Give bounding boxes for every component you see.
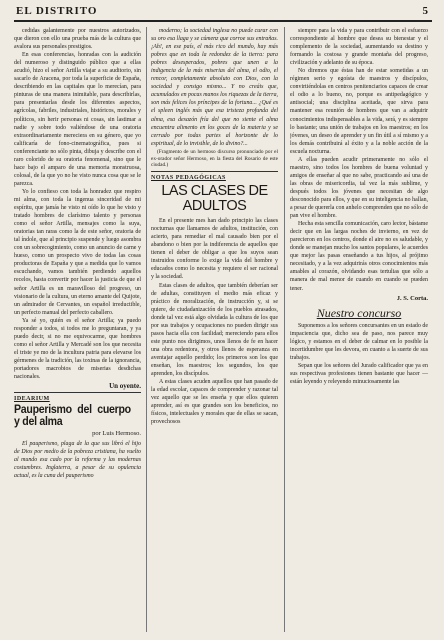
section-label: NOTAS PEDAGÓGICAS	[151, 175, 226, 182]
paragraph: Suponemos a los señores concursantes en un estado de impaciencia que, dicho sea de paso, nos parece muy lógico, y estamos en el deber de calmar en lo posible la incertidumbre que les devora, en cuanto a la suerte de sus trabajos.	[290, 322, 428, 361]
paragraph: cedidas galantemente por nuestros autorizados, que dieron con ello una prueba más de la cultura que avalora sus personales prestigios.	[14, 28, 141, 51]
paragraph: A estas clases acuden aquellos que han pasado de la edad escolar, capaces de comprender y razonar tal vez aquello que se les enseña y que ellos quieren aprender, así es que grandes son los beneficios, no físicos, intelectuales y morales que de ellas se sacan, provechosos	[151, 379, 278, 426]
paragraph: En esas conferencias, honradas con la audición del numeroso y distinguido público que a ellas acudió, hizo el señor Artilla viajar a su auditorio, sin sacarlo de Aracena, por toda la superficie de España, describiendo en las capitales que lo merecían, para pinturas de una manera inimitable, para describirlas, para presentarlas desde los diferentes aspectos, agrícolas, fabriles, industriales, históricos, morales y políticos, sin herir personas ni cosas, sin lastimar a nadie y sobre todo valiéndose de una oratoria extraordinariamente mereciera en su género, que yo calificaría de fono-cinematográfica, pues si conferenciante no sólo pinta, dibuja y describe con el raro colorido de su oratoria fenomenal, sino que le hace bajo el amparo de una memoria monstruosa, colosal, de la que yo no he visto nunca cosa que se le parezca.	[14, 52, 141, 187]
paragraph: Estas clases de adultos, que también deberían ser de adultas, constituyen el medio más eficaz y práctico de moralización, de instrucción y, si se quiere, de ciudadanización de los pueblos atrasados, donde tal vez está algo olvidada la cultura de los que por sus trabajos y ocupaciones no pueden dirigir sus pasos hacia ella con facilidad; mereciendo para ellos este punto nos dirigimos, unos llenos de fe en hacer una obra redentora, y otros llenos de esperanza en aventajar aquello perdido; los primeros son los que enseñan, los maestros; los segundos, los que aprenden, los discípulos.	[151, 282, 278, 378]
footnote: (Fragmento de un hermoso discurso pronunciado por el ex-orador señor Hermoso, en la fiesta del Rosario de este ciudad.)	[151, 148, 278, 169]
paragraph: siempre para la vida y para contribuir con el esfuerzo correspondiente al hombre que desea su bienestar y el complemento de la sociedad, aumentando su destino y formando la costosa y grande montaña del progreso, civilización y adelanto de su época.	[290, 28, 428, 67]
paragraph: A ellas pueden acudir primeramente no sólo el maestro, sino todos los hombres de buena voluntad y amigos de enseñar al que no sabe, practicando así una de las obras de misericordia, tal vez la más sublime, y después todos los jóvenes que necesitan de algo desconocido para ellos, y que en su inteligencia no hallan, a pesar de quererla con anhelo comprenden que no sólo de pan vive el hombre.	[290, 156, 428, 220]
paragraph: El pauperismo, plaga de la que sus libró el hijo de Dios por medio de la pobreza cristiana, ha vuelto al mundo esa cado por la reforma y las modernas costumbres. Inglaterra, a pesar de su opulencia actual, es la cuna del pauperismo	[14, 441, 141, 480]
paragraph: Yo lo confieso con toda la honradez que respiro mi alma, con toda la ingenua sinceridad de mi espíritu, que jamás he visto ni oído lo que he visto y tratado hombres de clarísimo talento y personas como el señor Artilla, mensajes como la suya, oratorias tan raras como la de este señor, oratoria de tal índole, que al principio suspende y luego asombra con un sobrecogimiento, como un anuncio de carne y hueso, como un prospecto vivo de todas las cosas productoras de España y que a medida que lo vamos escuchando, vamos también perdiendo aquellos recelos, hasta convertir por hacer la justicia de que el señor Artilla es un maravilloso del progreso, un visionario de la cultura, un eterno amante del Quijote, un admirador de Cervantes, un español irreductible, un perfecto manual del perfecto caballero.	[14, 188, 141, 316]
paragraph: Hecha esta sencilla comunicación, caro lector, bástame decir que en las largas noches de invierno, en vez de parecieron en los centros, donde el aire no es saludable, y donde se manejan mucho los santos populares, le acuerdes que mejor las pasas enseñando a tus hijos, al prójimo necesitado, y a la vez adquirirás otros conocimientos más amables al corazón, olvidando esas tertulias que sólo a manera de mal menor de cuando en cuando se pueden tener.	[290, 221, 428, 292]
paragraph: En el presente mes han dado principio las clases nocturnas que llamamos de adultos, institución, con acierto, para remediar el mal causado bien por el abandono o bien por la indiferencia de aquellos que tienen el deber de obligar a que los suyos sean instruidos conforme lo exige la vida del hombre y educados como lo necesita y requiere el ser racional y la sociedad.	[151, 218, 278, 281]
section-divider	[151, 171, 278, 172]
section-label: IDEARIUM	[14, 396, 50, 403]
section-divider	[14, 392, 141, 393]
column-rule	[284, 27, 285, 632]
paragraph: No diremos que éstas han de estar sometidas a un régimen serio y egoísta de maestros y discípulos, convirtiéndolas en centros penitenciarios capaces de crear el odio a lo bueno, no, porque es antipedagógico y antisocial; una disciplina aceitada, que sirva para mantener esa reunión de hombres que van a adquirir conocimientos indispensables a la vida, será, y es siempre lo bastante; una unión de trabajos en los maestros; en los jóvenes, un deseo de aprender y un fin útil a sí mismo y a los demás contribuirá al éxito y a la noble acción de la escuela nocturna.	[290, 68, 428, 155]
paragraph: Sepan que los señores del Jurado calificador que ya en sus respectivas profesiones tienen bastante que hacer — están leyendo y releyendo minuciosamente las	[290, 362, 428, 385]
column-rule	[146, 27, 147, 632]
newspaper-title: EL DISTRITO	[16, 5, 98, 17]
article-signature: J. S. Corta.	[396, 294, 428, 302]
article-headline: Nuestro concurso	[316, 305, 402, 320]
article-author: por Luis Hermoso.	[92, 430, 141, 438]
article-title: Pauperismo del cuerpo y del alma	[14, 404, 131, 429]
article-signature: Un oyente.	[109, 382, 141, 391]
page-header	[14, 5, 432, 22]
quote-paragraph: moderno; la sociedad inglesa no puede curar con su oro esa llaga y se cúmenz que corroe sus entrañas. ¡Ah!, en ese país, el más rico del mundo, hay más pobres que en toda la redondez de la tierra: para pobres desesperados, pobres que unen a la indigencia de la más miserias del alma, el odio, el rencor, completamente absoluto con Dios, con la sociedad y consigo mismo... Y no creáis que, acumulados en pocas manos los riquezas de la tierra, son más felices los príncipes de la fortuna... ¿Qué es el spleen inglés más que esa tristeza profunda del alma, esa desazón fría del que no siente el alma encuentra alimento en los goces de la materia y se cerrado por todas partes al horizonte de lo espiritual, de lo invisible, de lo divino?...	[151, 28, 278, 147]
page-number: 5	[422, 5, 428, 17]
article-headline: LAS CLASES DE ADULTOS	[161, 183, 268, 215]
paragraph: Ya sé yo, quién es el señor Artilla; ya puedo responder a todos, si todos me lo preguntaran, y ya puedo decir, si no me equivocarme, que hombres como el señor Artilla y Mercadé son los que necesita el triste ye mo de la incultura patria para elevarse los gérmenes de la tradición, las toxinas de la ignorancia, portadores macrobios de miserias desdichas nacionales.	[14, 317, 141, 381]
column-2	[151, 27, 278, 634]
column-1	[14, 27, 141, 634]
column-3	[290, 27, 428, 634]
